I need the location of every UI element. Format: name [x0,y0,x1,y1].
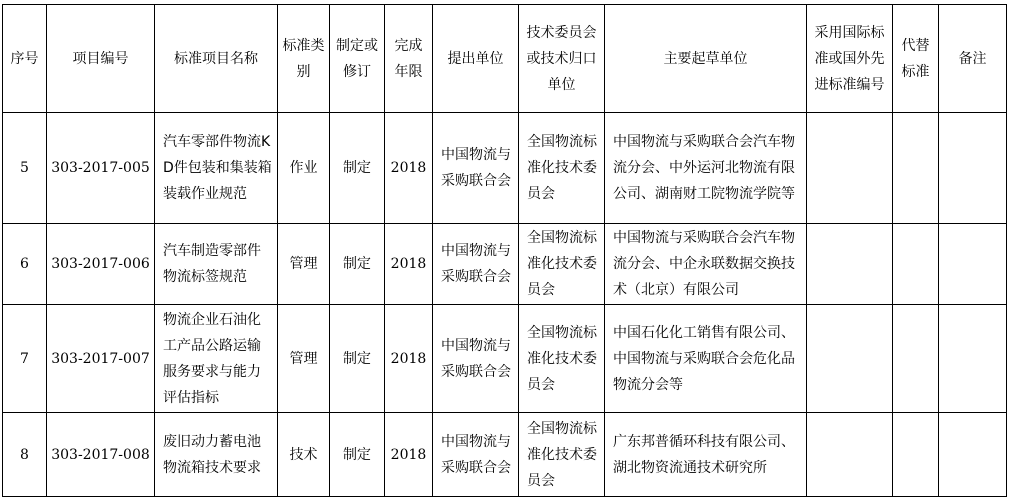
header-name: 标准项目名称 [155,5,278,113]
header-code: 项目编号 [47,5,155,113]
cell-replace [893,413,939,497]
header-type: 制定或修订 [330,5,385,113]
cell-category: 作业 [278,113,330,224]
cell-replace [893,305,939,413]
cell-category: 技术 [278,413,330,497]
cell-type: 制定 [330,224,385,305]
cell-intl-standard [807,305,893,413]
header-intl-standard: 采用国际标准或国外先进标准编号 [807,5,893,113]
cell-code: 303-2017-008 [47,413,155,497]
header-seq: 序号 [3,5,47,113]
cell-intl-standard [807,413,893,497]
cell-committee: 全国物流标准化技术委员会 [519,305,605,413]
cell-committee: 全国物流标准化技术委员会 [519,413,605,497]
header-year: 完成年限 [385,5,433,113]
cell-year: 2018 [385,224,433,305]
cell-drafter: 中国物流与采购联合会汽车物流分会、中外运河北物流有限公司、湖南财工院物流学院等 [605,113,807,224]
cell-remark [939,413,1007,497]
cell-name: 废旧动力蓄电池物流箱技术要求 [155,413,278,497]
header-category: 标准类别 [278,5,330,113]
cell-proposer: 中国物流与采购联合会 [433,413,519,497]
cell-year: 2018 [385,113,433,224]
cell-type: 制定 [330,305,385,413]
header-committee: 技术委员会或技术归口单位 [519,5,605,113]
cell-code: 303-2017-006 [47,224,155,305]
table-row [3,413,1007,497]
cell-name: 汽车制造零部件物流标签规范 [155,224,278,305]
cell-intl-standard [807,224,893,305]
cell-code: 303-2017-007 [47,305,155,413]
cell-category: 管理 [278,224,330,305]
cell-proposer: 中国物流与采购联合会 [433,305,519,413]
cell-replace [893,224,939,305]
header-proposer: 提出单位 [433,5,519,113]
cell-proposer: 中国物流与采购联合会 [433,113,519,224]
cell-seq: 5 [3,113,47,224]
cell-drafter: 广东邦普循环科技有限公司、湖北物资流通技术研究所 [605,413,807,497]
cell-intl-standard [807,113,893,224]
table-row [3,113,1007,224]
header-row [3,5,1007,113]
cell-type: 制定 [330,113,385,224]
cell-committee: 全国物流标准化技术委员会 [519,224,605,305]
cell-year: 2018 [385,413,433,497]
cell-remark [939,305,1007,413]
cell-type: 制定 [330,413,385,497]
table-row [3,224,1007,305]
cell-drafter: 中国石化化工销售有限公司、中国物流与采购联合会危化品物流分会等 [605,305,807,413]
cell-year: 2018 [385,305,433,413]
table-row [3,305,1007,413]
standards-table [2,4,1007,497]
cell-code: 303-2017-005 [47,113,155,224]
cell-remark [939,224,1007,305]
cell-remark [939,113,1007,224]
cell-name: 汽车零部件物流KD件包装和集装箱装载作业规范 [155,113,278,224]
cell-seq: 8 [3,413,47,497]
cell-seq: 7 [3,305,47,413]
cell-committee: 全国物流标准化技术委员会 [519,113,605,224]
cell-name: 物流企业石油化工产品公路运输服务要求与能力评估指标 [155,305,278,413]
cell-category: 管理 [278,305,330,413]
header-replace: 代替标准 [893,5,939,113]
cell-drafter: 中国物流与采购联合会汽车物流分会、中企永联数据交换技术（北京）有限公司 [605,224,807,305]
cell-proposer: 中国物流与采购联合会 [433,224,519,305]
cell-replace [893,113,939,224]
header-remark: 备注 [939,5,1007,113]
header-drafter: 主要起草单位 [605,5,807,113]
cell-seq: 6 [3,224,47,305]
